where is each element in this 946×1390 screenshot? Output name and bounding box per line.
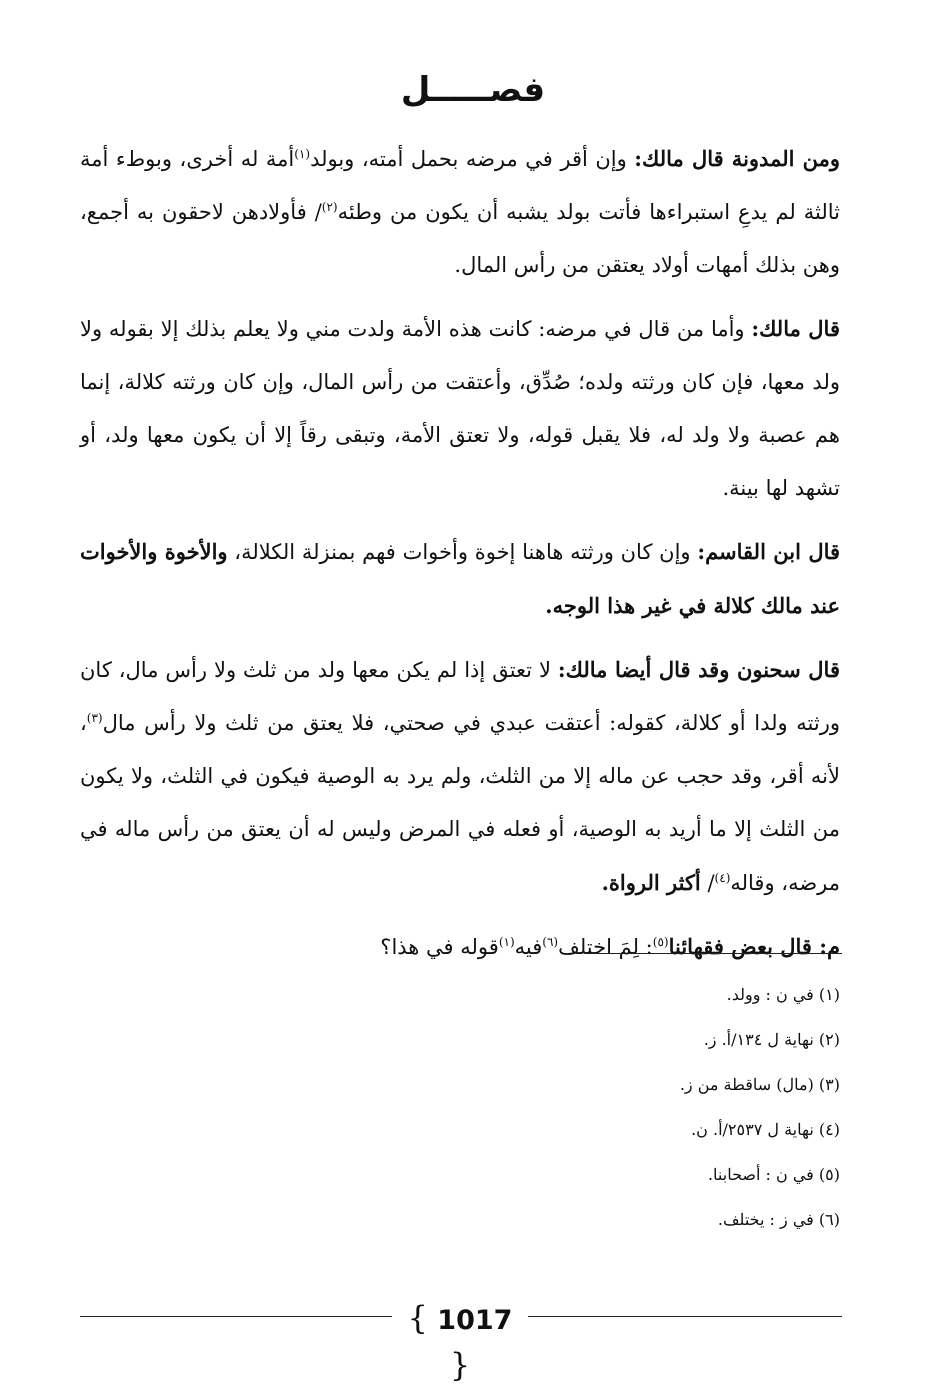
paragraph-lead: قال مالك: bbox=[751, 316, 840, 341]
footnote-item: (٣) (مال) ساقطة من ز. bbox=[679, 1075, 840, 1094]
paragraph-2 bbox=[80, 302, 840, 515]
paragraph-text: وأما من قال في مرضه: كانت هذه الأمة ولدت مني ولا يعلم بذلك إلا بقوله ولا ولد معها، فإن كان ورثته ولده؛ صُدِّق، وأعتقت من رأس المال، وإن كان ورثته كلالة، إنما هم عصبة ولا ولد له، فلا يقبل قوله، ولا تعتق الأمة، وتبقى رقاً إلا أن يكون معها ولد، أو تشهد لها بينة. bbox=[80, 317, 840, 500]
paragraph-text: ، لأنه أقر، وقد حجب عن ماله إلا من الثلث، ولم يرد به الوصية فيكون في الثلث، ولا يكون من الثلث إلا ما أريد به الوصية، أو فعله في المرض وليس له أن يعتق من رأس ماله في مرضه، وقاله bbox=[80, 711, 840, 895]
paragraph-text: أمة له أخرى، وبوطء أمة ثالثة لم يدعِ استبراءها فأتت بولد يشبه أن يكون من وطئه bbox=[80, 147, 841, 224]
paragraph-3 bbox=[80, 525, 840, 633]
paragraph-text: وإن أقر في مرضه بحمل أمته، وبولد bbox=[310, 147, 635, 171]
footnote-ref: (٥) bbox=[652, 935, 669, 949]
right-brace: } bbox=[449, 1346, 471, 1384]
paragraph-text: / فأولادهن لاحقون به أجمع، وهن بذلك أمهات أولاد يعتقن من رأس المال. bbox=[80, 200, 840, 277]
paragraph-lead: قال ابن القاسم: bbox=[697, 539, 841, 564]
paragraph-lead: م: قال بعض فقهائنا bbox=[668, 934, 840, 959]
footnote-item: (٤) نهاية ل ٢٥٣٧/أ. ن. bbox=[691, 1120, 840, 1139]
footnote-ref: (١) bbox=[498, 935, 515, 949]
footnote-ref: (٦) bbox=[542, 935, 559, 949]
footnote-ref: (٣) bbox=[86, 711, 103, 725]
paragraph-bold-tail: أكثر الرواة. bbox=[601, 870, 701, 895]
footnote-item: (١) في ن : وولد. bbox=[726, 985, 840, 1004]
page-number-box bbox=[398, 1296, 522, 1390]
footnote-item: (٦) في ز : يختلف. bbox=[717, 1210, 840, 1229]
section-title: فصـــــل bbox=[400, 70, 546, 110]
footnote-ref: (٢) bbox=[321, 200, 338, 214]
footnote-item: (٢) نهاية ل ١٣٤/أ. ز. bbox=[703, 1030, 840, 1049]
footer-rule-left bbox=[80, 1316, 392, 1317]
paragraph-text: وإن كان ورثته هاهنا إخوة وأخوات فهم بمنزلة الكلالة، bbox=[227, 540, 698, 564]
paragraph-4 bbox=[80, 643, 840, 910]
page-number: 1017 bbox=[437, 1305, 513, 1336]
footnote-separator bbox=[588, 953, 842, 954]
paragraph-text: قوله في هذا؟ bbox=[380, 935, 499, 959]
paragraph-lead: ومن المدونة قال مالك: bbox=[634, 146, 840, 171]
paragraph-text: فيه bbox=[514, 935, 543, 959]
footnote-ref: (٤) bbox=[714, 871, 731, 885]
footnote-item: (٥) في ن : أصحابنا. bbox=[707, 1165, 840, 1184]
paragraph-text: / bbox=[700, 871, 715, 895]
paragraph-5 bbox=[80, 920, 840, 974]
page-footer bbox=[80, 1296, 842, 1384]
paragraph-bold-tail: والأخوة والأخوات عند مالك كلالة في غير هذا الوجه. bbox=[80, 539, 840, 618]
paragraph-lead: قال سحنون وقد قال أيضا مالك: bbox=[557, 657, 840, 682]
left-brace: { bbox=[407, 1299, 428, 1337]
footnote-ref: (١) bbox=[294, 147, 311, 161]
main-text bbox=[80, 132, 840, 984]
footer-rule-right bbox=[528, 1316, 842, 1317]
paragraph-1 bbox=[80, 132, 840, 292]
paragraph-text: : لِمَ اختلف bbox=[558, 935, 653, 959]
footnotes bbox=[400, 972, 840, 1242]
paragraph-text: لا تعتق إذا لم يكن معها ولد من ثلث ولا رأس مال، كان ورثته ولدا أو كلالة، كقوله: أعتقت عبدي في صحتي، فلا يعتق من ثلث ولا رأس مال bbox=[80, 658, 840, 735]
